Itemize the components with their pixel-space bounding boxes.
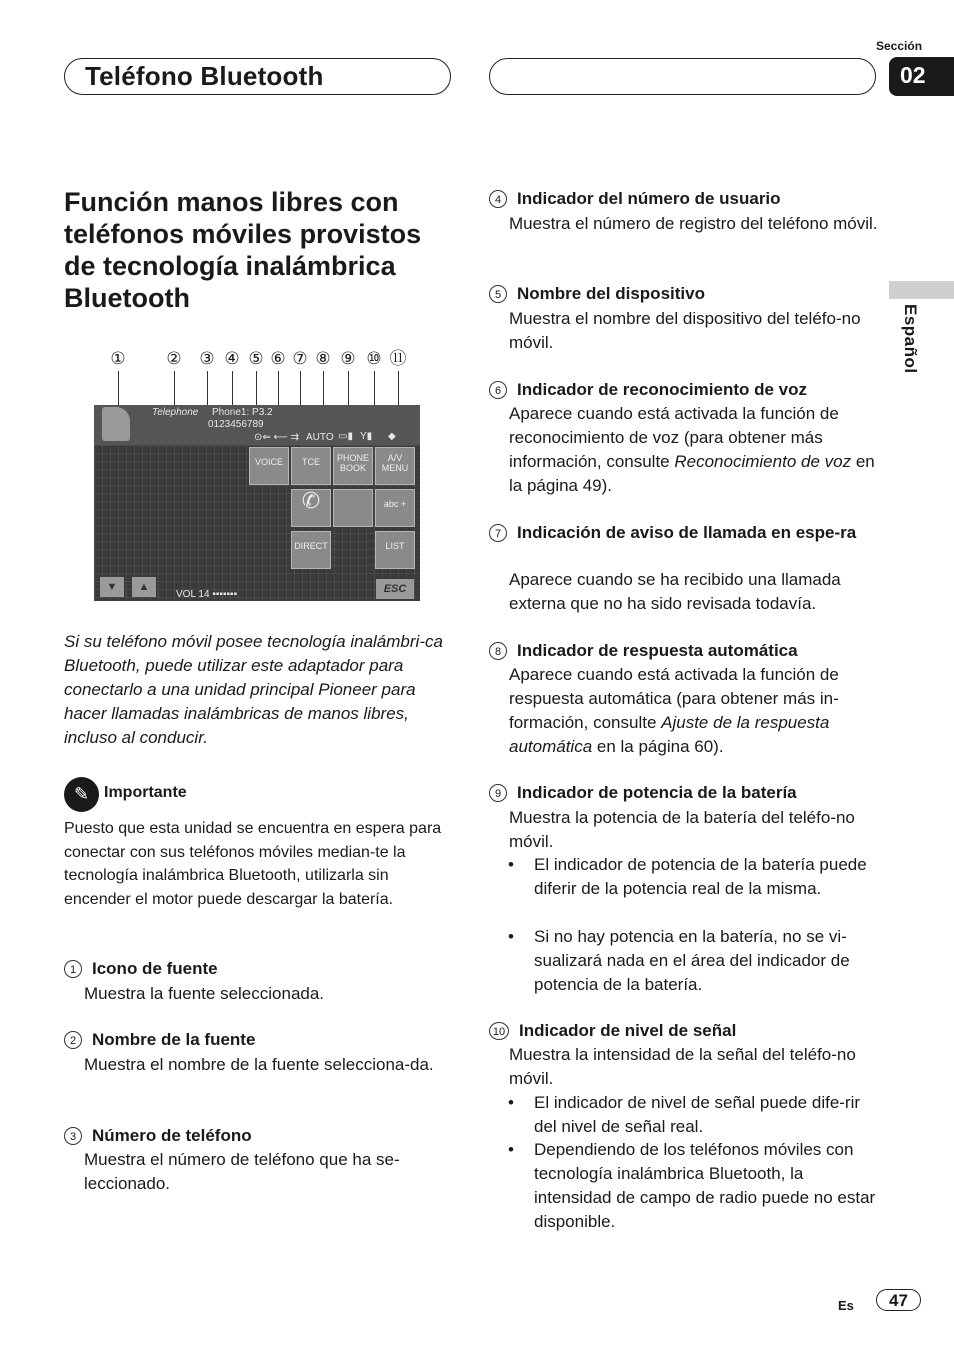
important-text: Puesto que esta unidad se encuentra en espera para conectar con sus teléfonos móviles median-te la tecnología inalámbrica Bluetooth, utilizarla sin encender el motor puede descargar la batería. bbox=[64, 820, 442, 908]
item-desc: Muestra el número de registro del teléfono móvil. bbox=[509, 214, 878, 233]
voice-indicator-icon: ⊙⇐ ⟵ ⇉ bbox=[254, 432, 300, 443]
telephone-screen-figure bbox=[94, 405, 420, 601]
source-phone-icon bbox=[102, 407, 130, 441]
call-handset-icon[interactable]: ✆ bbox=[291, 489, 331, 527]
item-title: 8 Indicador de respuesta automática bbox=[489, 639, 798, 663]
tile-voice[interactable]: VOICE bbox=[249, 447, 289, 485]
tile-phone-book[interactable]: PHONE BOOK bbox=[333, 447, 373, 485]
language-tab-bar bbox=[889, 281, 954, 299]
screen-user-number: Phone1: P3.2 bbox=[212, 407, 273, 418]
item-title: 10 Indicador de nivel de señal bbox=[489, 1019, 736, 1043]
callout-8: ⑧ bbox=[315, 349, 331, 368]
tile-av-menu[interactable]: A/V MENU bbox=[375, 447, 415, 485]
leader-line bbox=[118, 371, 119, 409]
callout-4: ④ bbox=[224, 349, 240, 368]
header-title: Teléfono Bluetooth bbox=[85, 61, 324, 91]
bullet-item: • Dependiendo de los teléfonos móviles con tecnología inalámbrica Bluetooth, la intensidad de campo de radio puede no estar disponible. bbox=[508, 1140, 876, 1231]
item-desc: Muestra el nombre del dispositivo del teléfo-no móvil. bbox=[509, 309, 861, 352]
callout-2: ② bbox=[166, 349, 182, 368]
item-desc: Muestra el nombre de la fuente selecciona-da. bbox=[84, 1055, 434, 1074]
item-title: 4 Indicador del número de usuario bbox=[489, 187, 781, 211]
item-title: 3 Número de teléfono bbox=[64, 1124, 252, 1148]
footer-language: Es bbox=[838, 1298, 854, 1313]
item-desc: Aparece cuando se ha recibido una llamada externa que no ha sido revisada todavía. bbox=[509, 570, 841, 613]
page-number: 47 bbox=[876, 1289, 921, 1311]
callout-9: ⑨ bbox=[340, 349, 356, 368]
screen-source-name: Telephone bbox=[152, 407, 199, 418]
signal-icon: Y▮ bbox=[360, 431, 373, 442]
screen-auto-label: AUTO bbox=[306, 432, 334, 443]
callout-1: ① bbox=[110, 349, 126, 368]
item-title: 2 Nombre de la fuente bbox=[64, 1028, 255, 1052]
scroll-up-button[interactable]: ▲ bbox=[132, 577, 156, 597]
item-desc: Muestra la potencia de la batería del teléfo-no móvil. bbox=[509, 808, 855, 851]
language-tab-label: Español bbox=[901, 304, 920, 374]
callout-11: ⑪ bbox=[389, 349, 407, 368]
callout-3: ③ bbox=[199, 349, 215, 368]
item-desc: Muestra la intensidad de la señal del teléfo-no móvil. bbox=[509, 1045, 856, 1088]
item-title: 6 Indicador de reconocimiento de voz bbox=[489, 378, 807, 402]
scroll-down-button[interactable]: ▼ bbox=[100, 577, 124, 597]
esc-button[interactable]: ESC bbox=[376, 579, 414, 599]
item-title: 9 Indicador de potencia de la batería bbox=[489, 781, 797, 805]
item-title: 7 Indicación de aviso de llamada en espe-ra bbox=[489, 521, 879, 545]
tile-direct[interactable]: DIRECT bbox=[291, 531, 331, 569]
item-desc: Aparece cuando está activada la función de respuesta automática (para obtener más in-formación, consulte Ajuste de la respuesta automática en la página 60). bbox=[509, 665, 839, 756]
battery-icon: ▭▮ bbox=[338, 431, 353, 442]
screen-volume: VOL 14 ▪▪▪▪▪▪▪ bbox=[176, 589, 238, 600]
bullet-item: • El indicador de potencia de la batería puede diferir de la potencia real de la misma. bbox=[508, 855, 867, 898]
intro-paragraph: Si su teléfono móvil posee tecnología inalámbri-ca Bluetooth, puede utilizar este adaptador para conectarlo a una unidad principal Pioneer para hacer llamadas inalámbricas de manos libres, incluso al conducir. bbox=[64, 632, 443, 747]
item-desc: Muestra el número de teléfono que ha se-leccionado. bbox=[84, 1150, 400, 1193]
header-blank-pill bbox=[489, 58, 876, 95]
item-desc: Muestra la fuente seleccionada. bbox=[84, 984, 325, 1003]
main-heading: Función manos libres con teléfonos móviles provistos de tecnología inalámbrica Bluetooth bbox=[64, 187, 422, 313]
tile-blank[interactable] bbox=[333, 489, 373, 527]
header-title-pill bbox=[64, 58, 451, 95]
item-desc: Aparece cuando está activada la función de reconocimiento de voz (para obtener más información, consulte Reconocimiento de voz en la página 49). bbox=[509, 404, 875, 495]
screen-phone-number: 0123456789 bbox=[208, 419, 264, 430]
section-number-tab: 02 bbox=[889, 57, 954, 96]
important-title: Importante bbox=[104, 784, 187, 801]
bullet-item: • El indicador de nivel de señal puede dife-rir del nivel de señal real. bbox=[508, 1093, 861, 1136]
bullet-item: • Si no hay potencia en la batería, no se vi-sualizará nada en el área del indicador de potencia de la batería. bbox=[508, 927, 850, 994]
section-label: Sección bbox=[876, 39, 923, 53]
item-title: 5 Nombre del dispositivo bbox=[489, 282, 705, 306]
item-title: 1 Icono de fuente bbox=[64, 957, 218, 981]
tile-abc[interactable]: abc + bbox=[375, 489, 415, 527]
callout-5: ⑤ bbox=[248, 349, 264, 368]
callout-6: ⑥ bbox=[270, 349, 286, 368]
callout-10: ⑩ bbox=[366, 349, 382, 368]
tile-tce[interactable]: TCE bbox=[291, 447, 331, 485]
important-wrench-icon: ✎ bbox=[64, 777, 99, 812]
device-icon: ◆ bbox=[388, 431, 396, 442]
tile-list[interactable]: LIST bbox=[375, 531, 415, 569]
callout-7: ⑦ bbox=[292, 349, 308, 368]
